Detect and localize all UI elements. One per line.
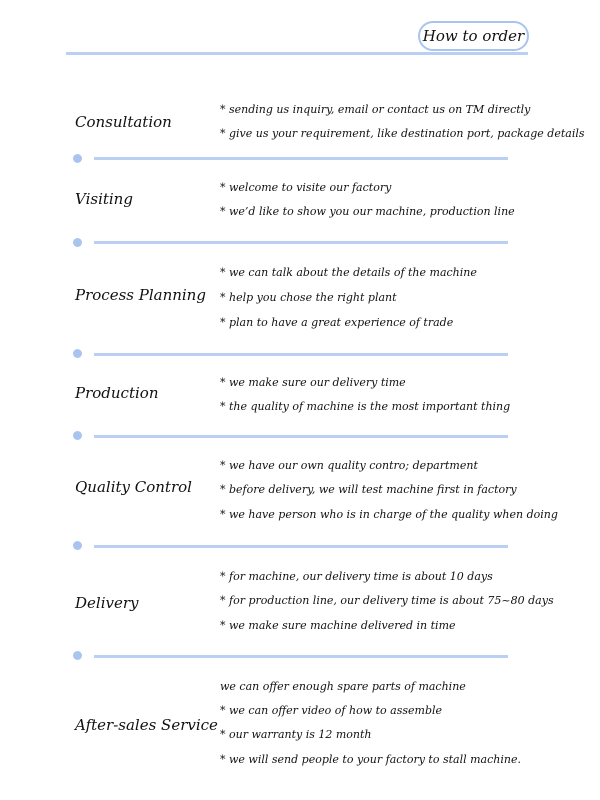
separator-dot [73,541,82,550]
separator-dot [73,238,82,247]
step-title-after-sales-service: After-sales Service [75,716,218,734]
step-title-delivery: Delivery [75,594,139,612]
separator-dot [73,349,82,358]
step-line: we can offer enough spare parts of machine [220,680,466,693]
step-line: * plan to have a great experience of trade [220,316,454,329]
step-title-process-planning: Process Planning [75,286,206,304]
separator-dot [73,431,82,440]
step-line: * we have our own quality contro; department [220,459,478,472]
separator-rule [94,353,508,356]
step-line: * the quality of machine is the most important thing [220,400,511,413]
separator-rule [94,545,508,548]
step-line: * for machine, our delivery time is about 10 days [220,570,493,583]
separator-dot [73,154,82,163]
separator-rule [94,435,508,438]
step-line: * we have person who is in charge of the quality when doing [220,508,558,521]
step-line: * our warranty is 12 month [220,728,372,741]
step-title-consultation: Consultation [75,113,172,131]
step-title-visiting: Visiting [75,190,133,208]
step-line: * we can talk about the details of the machine [220,266,477,279]
separator-dot [73,651,82,660]
step-title-quality-control: Quality Control [75,478,192,496]
step-line: * sending us inquiry, email or contact us on TM directly [220,103,531,116]
step-line: * we can offer video of how to assemble [220,704,443,717]
how-to-order-title: How to order [418,21,529,51]
header-rule [66,52,528,55]
separator-rule [94,655,508,658]
step-line: * we’d like to show you our machine, production line [220,205,515,218]
step-title-production: Production [75,384,159,402]
step-line: * help you chose the right plant [220,291,397,304]
step-line: * we make sure machine delivered in time [220,619,456,632]
step-line: * give us your requirement, like destination port, package details [220,127,585,140]
separator-rule [94,241,508,244]
step-line: * before delivery, we will test machine first in factory [220,483,517,496]
step-line: * we will send people to your factory to stall machine. [220,753,521,766]
separator-rule [94,157,508,160]
step-line: * welcome to visite our factory [220,181,392,194]
step-line: * we make sure our delivery time [220,376,406,389]
step-line: * for production line, our delivery time is about 75~80 days [220,594,554,607]
